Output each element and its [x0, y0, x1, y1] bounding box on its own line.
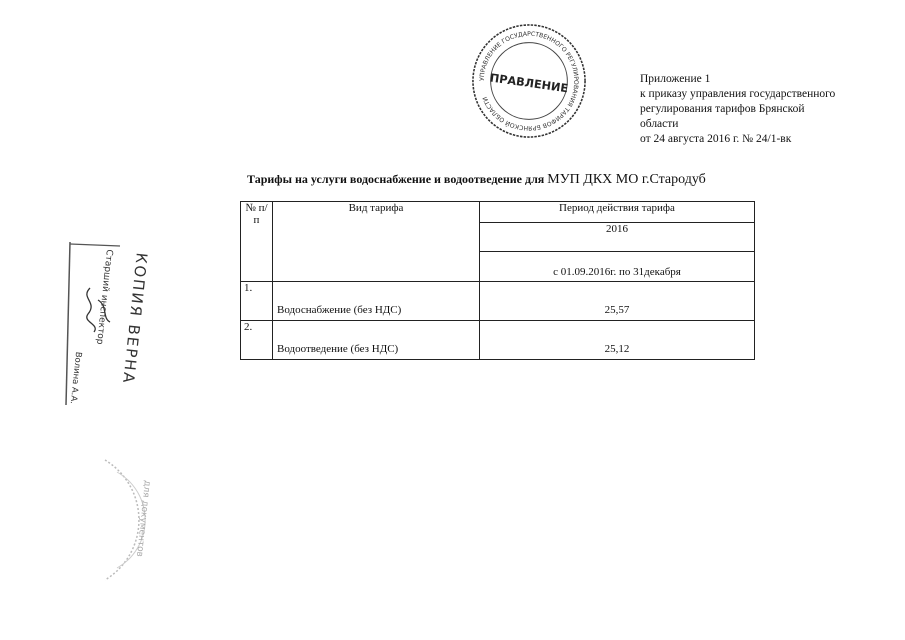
annex-line-1: Приложение 1 — [640, 73, 711, 85]
row-number: 2. — [241, 321, 273, 360]
copy-certified-stamp-icon — [60, 240, 170, 410]
annex-line-4: области — [640, 118, 679, 130]
faint-seal-icon — [85, 450, 175, 590]
table-header-row — [241, 202, 755, 223]
document-title — [247, 172, 706, 188]
annex-block — [640, 72, 835, 147]
table-row — [241, 321, 755, 360]
official-seal-icon — [470, 22, 588, 140]
row-value: 25,12 — [480, 321, 755, 360]
seal-center-text: ПРАВЛЕНИЕ — [489, 71, 569, 96]
header-year: 2016 — [480, 223, 755, 252]
copy-stamp-name: Волина А.А. — [67, 351, 84, 405]
annex-line-3: регулирования тарифов Брянской — [640, 103, 805, 115]
copy-stamp-role: Старший инспектор — [94, 248, 115, 345]
tariffs-table — [240, 201, 755, 360]
row-tariff-type: Водоотведение (без НДС) — [273, 321, 480, 360]
header-tariff-type: Вид тарифа — [273, 202, 480, 282]
row-tariff-type: Водоснабжение (без НДС) — [273, 282, 480, 321]
row-number: 1. — [241, 282, 273, 321]
annex-line-2: к приказу управления государственного — [640, 88, 836, 100]
header-range: с 01.09.2016г. по 31декабря — [480, 252, 755, 282]
faint-seal-text: для документов — [133, 479, 152, 558]
copy-stamp-title: КОПИЯ ВЕРНА — [119, 251, 151, 386]
seal-ring-text: УПРАВЛЕНИЕ ГОСУДАРСТВЕННОГО РЕГУЛИРОВАНИЯ ТАРИФОВ БРЯНСКОЙ ОБЛАСТИ — [478, 30, 580, 132]
table-row — [241, 282, 755, 321]
header-period: Период действия тарифа — [480, 202, 755, 223]
title-organization: МУП ДКХ МО г.Стародуб — [547, 172, 706, 187]
header-number: № п/п — [241, 202, 273, 282]
annex-line-5: от 24 августа 2016 г. № 24/1-вк — [640, 133, 792, 145]
row-value: 25,57 — [480, 282, 755, 321]
title-main: Тарифы на услуги водоснабжение и водоотведение для — [247, 172, 545, 186]
